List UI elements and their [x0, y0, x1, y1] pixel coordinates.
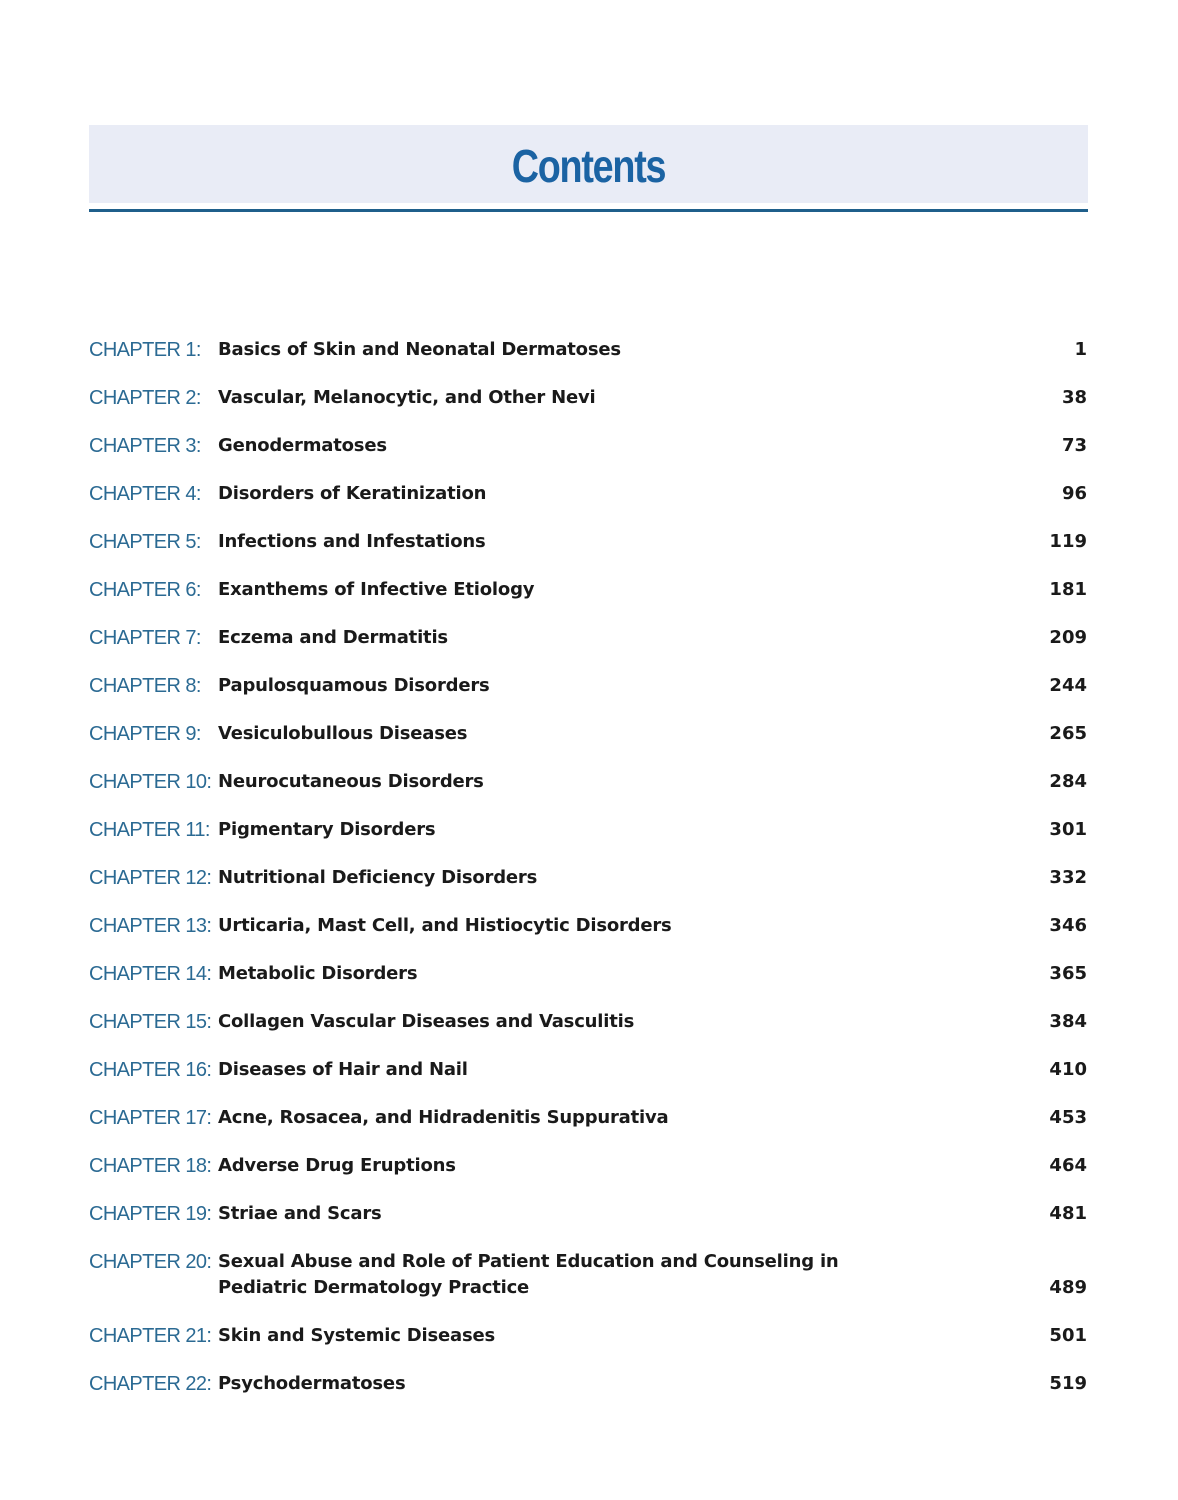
- toc-entry[interactable]: [89, 433, 1087, 459]
- toc-entry[interactable]: [89, 961, 1087, 987]
- chapter-number: CHAPTER 13:: [89, 915, 212, 937]
- header-divider: [89, 209, 1088, 212]
- page-number: 481: [1049, 1203, 1087, 1224]
- page-number: 332: [1049, 867, 1087, 888]
- chapter-title[interactable]: Sexual Abuse and Role of Patient Education and Counseling in Pediatric Dermatology Practice: [218, 1251, 839, 1298]
- chapter-title[interactable]: Adverse Drug Eruptions: [218, 1155, 456, 1176]
- chapter-number: CHAPTER 9:: [89, 723, 201, 745]
- chapter-number: CHAPTER 22:: [89, 1373, 212, 1395]
- chapter-number: CHAPTER 16:: [89, 1059, 212, 1081]
- page-number: 1: [1074, 339, 1087, 360]
- page-number: 501: [1049, 1325, 1087, 1346]
- toc-entry[interactable]: [89, 673, 1087, 699]
- page-number: 119: [1049, 531, 1087, 552]
- page-number: 365: [1049, 963, 1087, 984]
- toc-entry[interactable]: [89, 1249, 1087, 1301]
- chapter-title[interactable]: Genodermatoses: [218, 435, 387, 456]
- chapter-title[interactable]: Nutritional Deficiency Disorders: [218, 867, 538, 888]
- chapter-number: CHAPTER 5:: [89, 531, 201, 553]
- chapter-number: CHAPTER 4:: [89, 483, 201, 505]
- toc-entry[interactable]: [89, 1153, 1087, 1179]
- chapter-title[interactable]: Eczema and Dermatitis: [218, 627, 448, 648]
- page-number: 244: [1049, 675, 1087, 696]
- chapter-number: CHAPTER 19:: [89, 1203, 212, 1225]
- chapter-number: CHAPTER 12:: [89, 867, 212, 889]
- chapter-title[interactable]: Striae and Scars: [218, 1203, 382, 1224]
- toc-entry[interactable]: [89, 1323, 1087, 1349]
- page-title: Contents: [511, 140, 666, 192]
- toc-entry[interactable]: [89, 769, 1087, 795]
- page-number: 38: [1061, 387, 1087, 408]
- page-number: 346: [1049, 915, 1087, 936]
- chapter-title[interactable]: Metabolic Disorders: [218, 963, 418, 984]
- chapter-number: CHAPTER 15:: [89, 1011, 212, 1033]
- chapter-title[interactable]: Vesiculobullous Diseases: [218, 723, 468, 744]
- page-number: 73: [1061, 435, 1087, 456]
- page-number: 519: [1049, 1373, 1087, 1394]
- chapter-number: CHAPTER 6:: [89, 579, 201, 601]
- chapter-number: CHAPTER 10:: [89, 771, 212, 793]
- chapter-title[interactable]: Papulosquamous Disorders: [218, 675, 490, 696]
- toc-entry[interactable]: [89, 1371, 1087, 1397]
- chapter-number: CHAPTER 11:: [89, 819, 210, 841]
- page-number: 453: [1049, 1107, 1087, 1128]
- chapter-number: CHAPTER 17:: [89, 1107, 212, 1129]
- chapter-title[interactable]: Exanthems of Infective Etiology: [218, 579, 535, 600]
- toc-entry[interactable]: [89, 1057, 1087, 1083]
- chapter-title[interactable]: Disorders of Keratinization: [218, 483, 487, 504]
- toc-entry[interactable]: [89, 865, 1087, 891]
- chapter-title[interactable]: Neurocutaneous Disorders: [218, 771, 484, 792]
- page-number: 489: [1049, 1277, 1087, 1298]
- chapter-title[interactable]: Basics of Skin and Neonatal Dermatoses: [218, 339, 621, 360]
- toc-entry[interactable]: [89, 385, 1087, 411]
- chapter-number: CHAPTER 8:: [89, 675, 201, 697]
- toc-entry[interactable]: [89, 817, 1087, 843]
- page-number: 301: [1049, 819, 1087, 840]
- chapter-title[interactable]: Vascular, Melanocytic, and Other Nevi: [218, 387, 596, 408]
- toc-entry[interactable]: [89, 337, 1087, 363]
- page-number: 181: [1049, 579, 1087, 600]
- chapter-title[interactable]: Urticaria, Mast Cell, and Histiocytic Disorders: [218, 915, 672, 936]
- toc-entry[interactable]: [89, 1105, 1087, 1131]
- page-number: 96: [1061, 483, 1087, 504]
- toc-entry[interactable]: [89, 481, 1087, 507]
- chapter-title[interactable]: Infections and Infestations: [218, 531, 486, 552]
- chapter-number: CHAPTER 3:: [89, 435, 201, 457]
- chapter-number: CHAPTER 20:: [89, 1251, 212, 1273]
- page-number: 265: [1049, 723, 1087, 744]
- toc-entry[interactable]: [89, 577, 1087, 603]
- page-number: 209: [1049, 627, 1087, 648]
- chapter-title[interactable]: Diseases of Hair and Nail: [218, 1059, 468, 1080]
- toc-entry[interactable]: [89, 529, 1087, 555]
- chapter-title[interactable]: Acne, Rosacea, and Hidradenitis Suppurativa: [218, 1107, 669, 1128]
- chapter-number: CHAPTER 14:: [89, 963, 212, 985]
- page-number: 384: [1049, 1011, 1087, 1032]
- chapter-number: CHAPTER 18:: [89, 1155, 212, 1177]
- chapter-title[interactable]: Pigmentary Disorders: [218, 819, 436, 840]
- chapter-title[interactable]: Collagen Vascular Diseases and Vasculitis: [218, 1011, 635, 1032]
- toc-entry[interactable]: [89, 625, 1087, 651]
- chapter-number: CHAPTER 2:: [89, 387, 201, 409]
- toc-entry[interactable]: [89, 1201, 1087, 1227]
- toc-entry[interactable]: [89, 721, 1087, 747]
- page-number: 464: [1049, 1155, 1087, 1176]
- table-of-contents: [89, 337, 1087, 1419]
- chapter-number: CHAPTER 7:: [89, 627, 201, 649]
- toc-entry[interactable]: [89, 913, 1087, 939]
- chapter-number: CHAPTER 21:: [89, 1325, 212, 1347]
- toc-entry[interactable]: [89, 1009, 1087, 1035]
- page-number: 410: [1049, 1059, 1087, 1080]
- page-number: 284: [1049, 771, 1087, 792]
- contents-header: [89, 125, 1088, 203]
- chapter-number: CHAPTER 1:: [89, 339, 201, 361]
- chapter-title[interactable]: Skin and Systemic Diseases: [218, 1325, 495, 1346]
- chapter-title[interactable]: Psychodermatoses: [218, 1373, 406, 1394]
